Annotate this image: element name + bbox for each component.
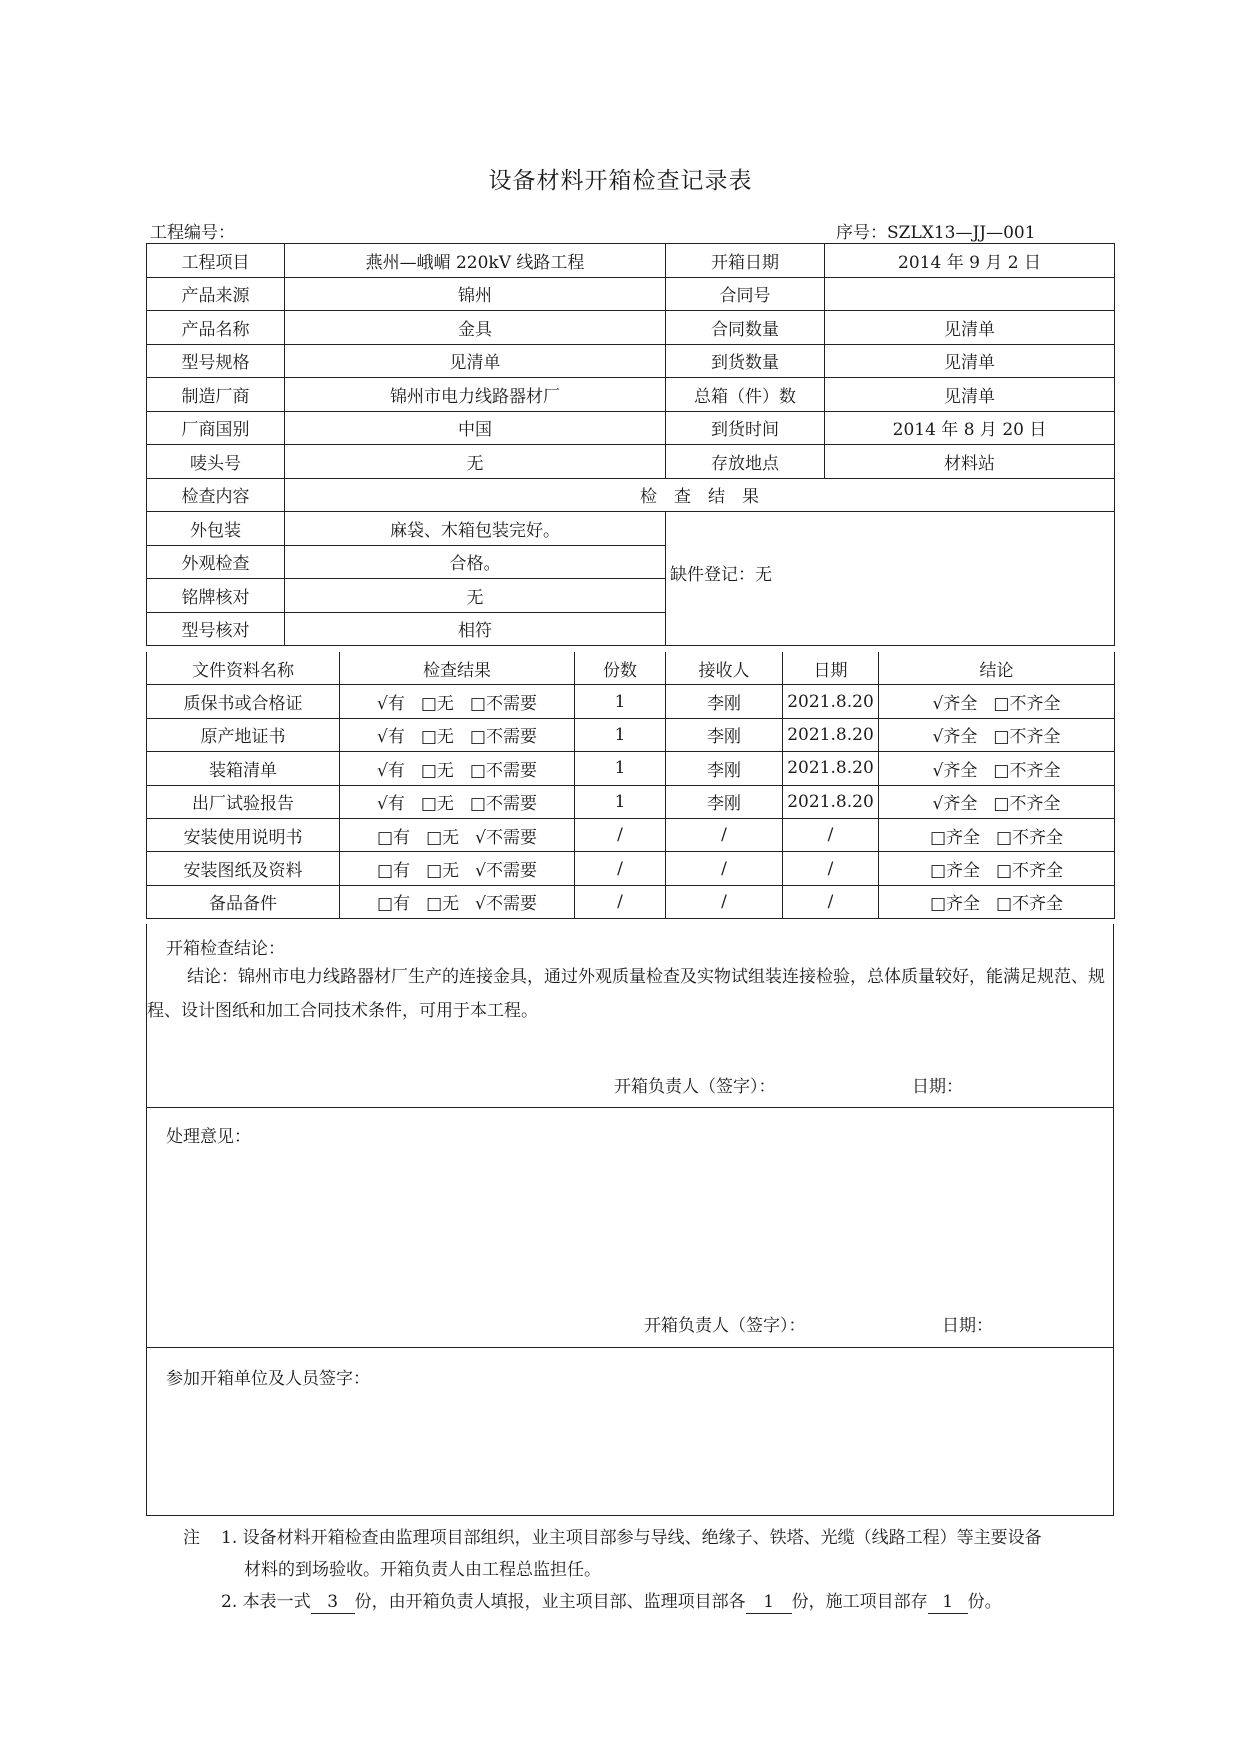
info-row — [147, 277, 1115, 311]
option-have: □有 — [377, 827, 411, 848]
participants-heading: 参加开箱单位及人员签字： — [166, 1369, 370, 1389]
document-row — [147, 785, 1115, 818]
option-not-needed: □不需要 — [469, 760, 537, 781]
option-none: □无 — [420, 694, 454, 715]
option-complete: □齐全 — [929, 894, 980, 915]
doc-check-result — [340, 852, 575, 885]
doc-check-result — [340, 685, 575, 718]
info-value: 无 — [285, 445, 666, 479]
doc-check-result — [340, 785, 575, 818]
option-complete: √齐全 — [932, 760, 978, 781]
doc-conclusion — [879, 818, 1115, 851]
doc-count: / — [575, 852, 666, 885]
document-row — [147, 685, 1115, 718]
option-have: √有 — [377, 694, 405, 715]
info-value: 2014 年 8 月 20 日 — [825, 411, 1115, 445]
info-value — [825, 277, 1115, 311]
inspection-conclusion-section — [146, 924, 1114, 1108]
note-2-text-d: 份。 — [967, 1592, 1002, 1612]
option-complete: □齐全 — [929, 827, 980, 848]
note-1-continued: 材料的到场验收。开箱负责人由工程总监担任。 — [244, 1560, 601, 1580]
option-incomplete: □不齐全 — [993, 794, 1061, 815]
doc-date: 2021.8.20 — [783, 685, 879, 718]
doc-date: / — [783, 852, 879, 885]
doc-name: 出厂试验报告 — [147, 785, 340, 818]
option-have: □有 — [377, 894, 411, 915]
doc-date-header: 日期 — [783, 652, 879, 685]
option-have: √有 — [377, 794, 405, 815]
doc-conclusion — [879, 718, 1115, 751]
check-content-header: 检查内容 — [147, 478, 285, 512]
doc-date: 2021.8.20 — [783, 752, 879, 785]
serial-number: 序号：SZLX13—JJ—001 — [836, 223, 1036, 243]
doc-receiver: 李刚 — [666, 785, 783, 818]
doc-conclusion-header: 结论 — [879, 652, 1115, 685]
doc-receiver-header: 接收人 — [666, 652, 783, 685]
check-row — [147, 512, 1115, 546]
info-value: 见清单 — [285, 344, 666, 378]
info-value: 材料站 — [825, 445, 1115, 479]
info-label: 开箱日期 — [666, 244, 825, 278]
option-complete: √齐全 — [932, 694, 978, 715]
info-value: 2014 年 9 月 2 日 — [825, 244, 1115, 278]
info-label: 厂商国别 — [147, 411, 285, 445]
option-complete: √齐全 — [932, 794, 978, 815]
option-incomplete: □不齐全 — [996, 861, 1064, 882]
option-incomplete: □不齐全 — [993, 694, 1061, 715]
doc-conclusion — [879, 752, 1115, 785]
doc-conclusion — [879, 885, 1115, 918]
info-value: 见清单 — [825, 344, 1115, 378]
info-table — [146, 243, 1115, 646]
doc-check-result — [340, 752, 575, 785]
info-label: 型号规格 — [147, 344, 285, 378]
info-label: 唛头号 — [147, 445, 285, 479]
info-value: 中国 — [285, 411, 666, 445]
note-2-text-a: 本表一式 — [242, 1592, 311, 1612]
option-not-needed: □不需要 — [469, 794, 537, 815]
option-none: □无 — [426, 894, 460, 915]
doc-check-result — [340, 885, 575, 918]
info-value: 见清单 — [825, 311, 1115, 345]
note-1 — [221, 1522, 1042, 1554]
documents-table — [146, 652, 1115, 919]
document-row — [147, 852, 1115, 885]
doc-name: 原产地证书 — [147, 718, 340, 751]
info-row — [147, 411, 1115, 445]
doc-name: 装箱清单 — [147, 752, 340, 785]
info-label: 工程项目 — [147, 244, 285, 278]
handling-signature-label: 开箱负责人（签字）： — [644, 1316, 806, 1336]
info-value: 燕州—峨嵋 220kV 线路工程 — [285, 244, 666, 278]
info-row — [147, 344, 1115, 378]
doc-name: 安装使用说明书 — [147, 818, 340, 851]
info-label: 产品来源 — [147, 277, 285, 311]
doc-name-header: 文件资料名称 — [147, 652, 340, 685]
note-2-text-b: 份，由开箱负责人填报，业主项目部、监理项目部各 — [354, 1592, 746, 1612]
option-incomplete: □不齐全 — [996, 827, 1064, 848]
note-2-text-c: 份，施工项目部存 — [791, 1592, 928, 1612]
option-none: □无 — [420, 760, 454, 781]
check-label: 型号核对 — [147, 612, 285, 646]
doc-conclusion — [879, 852, 1115, 885]
document-row — [147, 752, 1115, 785]
check-value: 麻袋、木箱包装完好。 — [285, 512, 666, 546]
document-row — [147, 718, 1115, 751]
page-title: 设备材料开箱检查记录表 — [488, 168, 753, 194]
participants-signature-section — [146, 1347, 1114, 1516]
info-row — [147, 244, 1115, 278]
doc-date: / — [783, 885, 879, 918]
note-1-text: 设备材料开箱检查由监理项目部组织，业主项目部参与导线、绝缘子、铁塔、光缆（线路工程）等主要设备 — [242, 1528, 1042, 1548]
info-value: 锦州 — [285, 277, 666, 311]
info-label: 到货数量 — [666, 344, 825, 378]
conclusion-heading: 开箱检查结论： — [166, 939, 285, 959]
conclusion-date-label: 日期： — [912, 1077, 963, 1097]
doc-date: 2021.8.20 — [783, 785, 879, 818]
option-have: □有 — [377, 861, 411, 882]
document-row — [147, 885, 1115, 918]
option-not-needed: □不需要 — [469, 727, 537, 748]
option-not-needed: □不需要 — [469, 694, 537, 715]
info-value: 金具 — [285, 311, 666, 345]
info-label: 制造厂商 — [147, 378, 285, 412]
info-value: 锦州市电力线路器材厂 — [285, 378, 666, 412]
doc-name: 质保书或合格证 — [147, 685, 340, 718]
doc-count: 1 — [575, 785, 666, 818]
check-result-header: 检 查 结 果 — [285, 478, 1115, 512]
conclusion-text: 结论：锦州市电力线路器材厂生产的连接金具，通过外观质量检查及实物试组装连接检验，总体质量较好，能满足规范、规程、设计图纸和加工合同技术条件，可用于本工程。 — [147, 967, 1105, 1021]
check-header-row — [147, 478, 1115, 512]
option-complete: √齐全 — [932, 727, 978, 748]
info-label: 总箱（件）数 — [666, 378, 825, 412]
info-label: 到货时间 — [666, 411, 825, 445]
info-row — [147, 445, 1115, 479]
document-row — [147, 818, 1115, 851]
doc-count: / — [575, 885, 666, 918]
doc-date: 2021.8.20 — [783, 718, 879, 751]
doc-date: / — [783, 818, 879, 851]
check-label: 外观检查 — [147, 545, 285, 579]
option-incomplete: □不齐全 — [993, 727, 1061, 748]
doc-check-result — [340, 718, 575, 751]
doc-receiver: 李刚 — [666, 752, 783, 785]
handling-opinion-section — [146, 1107, 1114, 1348]
kept-copies-value: 1 — [928, 1591, 968, 1614]
handling-heading: 处理意见： — [166, 1127, 251, 1147]
doc-conclusion — [879, 785, 1115, 818]
handling-date-label: 日期： — [942, 1316, 993, 1336]
info-label: 合同号 — [666, 277, 825, 311]
doc-conclusion — [879, 685, 1115, 718]
documents-header-row — [147, 652, 1115, 685]
option-none: □无 — [426, 861, 460, 882]
info-value: 见清单 — [825, 378, 1115, 412]
option-none: □无 — [420, 727, 454, 748]
missing-parts-record: 缺件登记：无 — [666, 512, 1115, 646]
note-2 — [221, 1586, 1002, 1618]
doc-count: 1 — [575, 752, 666, 785]
doc-receiver: 李刚 — [666, 685, 783, 718]
option-none: □无 — [420, 794, 454, 815]
doc-name: 备品备件 — [147, 885, 340, 918]
doc-receiver: / — [666, 818, 783, 851]
check-value: 无 — [285, 579, 666, 613]
option-none: □无 — [426, 827, 460, 848]
doc-count: 1 — [575, 718, 666, 751]
option-not-needed: √不需要 — [475, 861, 537, 882]
doc-receiver: / — [666, 852, 783, 885]
info-table-body — [147, 244, 1115, 479]
option-have: √有 — [377, 760, 405, 781]
doc-name: 安装图纸及资料 — [147, 852, 340, 885]
doc-result-header: 检查结果 — [340, 652, 575, 685]
info-label: 产品名称 — [147, 311, 285, 345]
info-row — [147, 311, 1115, 345]
total-copies-value: 3 — [311, 1591, 355, 1614]
doc-check-result — [340, 818, 575, 851]
conclusion-signature-label: 开箱负责人（签字）： — [614, 1077, 776, 1097]
doc-count-header: 份数 — [575, 652, 666, 685]
doc-count: 1 — [575, 685, 666, 718]
check-value: 合格。 — [285, 545, 666, 579]
note-2-number: 2. — [221, 1592, 238, 1612]
each-copies-value: 1 — [746, 1591, 792, 1614]
project-number-label: 工程编号： — [150, 223, 235, 243]
documents-table-body — [147, 652, 1115, 919]
doc-receiver: / — [666, 885, 783, 918]
note-1-number: 1. — [221, 1528, 238, 1548]
option-not-needed: √不需要 — [475, 894, 537, 915]
option-complete: □齐全 — [929, 861, 980, 882]
option-not-needed: √不需要 — [475, 827, 537, 848]
option-have: √有 — [377, 727, 405, 748]
notes-label: 注 — [183, 1528, 200, 1548]
check-label: 铭牌核对 — [147, 579, 285, 613]
doc-count: / — [575, 818, 666, 851]
doc-receiver: 李刚 — [666, 718, 783, 751]
check-value: 相符 — [285, 612, 666, 646]
info-row — [147, 378, 1115, 412]
info-label: 存放地点 — [666, 445, 825, 479]
option-incomplete: □不齐全 — [996, 894, 1064, 915]
check-label: 外包装 — [147, 512, 285, 546]
info-label: 合同数量 — [666, 311, 825, 345]
option-incomplete: □不齐全 — [993, 760, 1061, 781]
